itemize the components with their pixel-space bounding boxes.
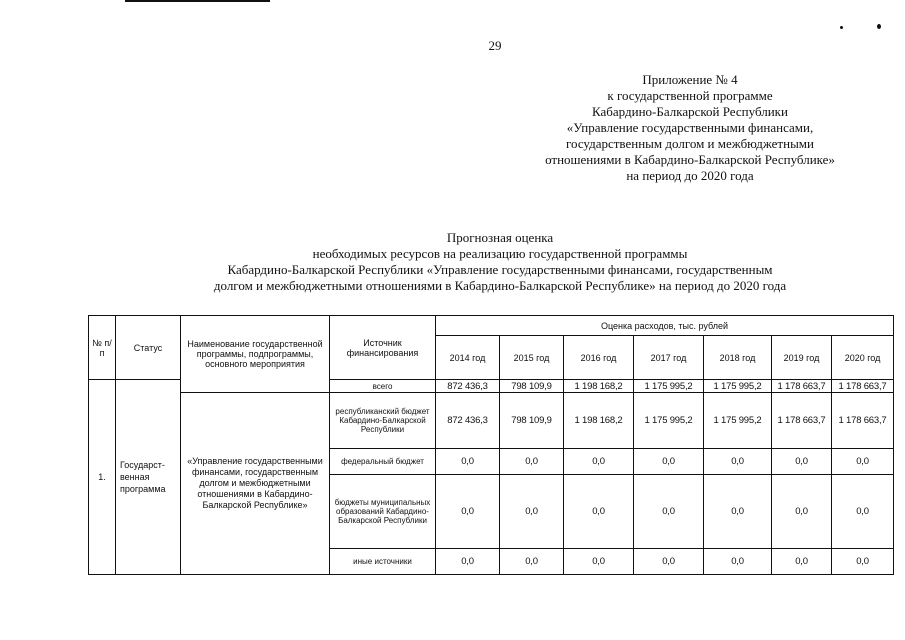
value-cell: 0,0 <box>500 475 564 549</box>
value-cell: 0,0 <box>772 549 832 575</box>
value-cell: 0,0 <box>500 449 564 475</box>
value-cell: 1 178 663,7 <box>832 393 894 449</box>
value-cell: 0,0 <box>704 549 772 575</box>
page-number: 29 <box>488 38 502 53</box>
header-year: 2020 год <box>832 336 894 380</box>
appendix-block <box>500 72 880 184</box>
value-cell: 1 178 663,7 <box>772 380 832 393</box>
program-status: Государст-венная программа <box>116 380 181 575</box>
header-year: 2018 год <box>704 336 772 380</box>
value-cell: 0,0 <box>832 549 894 575</box>
appendix-line: к государственной программе <box>607 88 773 103</box>
scan-artifact-top <box>125 0 270 2</box>
value-cell: 0,0 <box>832 449 894 475</box>
value-cell: 0,0 <box>634 449 704 475</box>
value-cell: 0,0 <box>564 475 634 549</box>
value-cell: 0,0 <box>832 475 894 549</box>
value-cell: 0,0 <box>436 449 500 475</box>
value-cell: 798 109,9 <box>500 393 564 449</box>
program-number: 1. <box>89 380 116 575</box>
value-cell: 0,0 <box>500 549 564 575</box>
resource-estimate-table <box>88 315 894 575</box>
value-cell: 0,0 <box>772 449 832 475</box>
value-cell: 1 178 663,7 <box>832 380 894 393</box>
heading-line: Прогнозная оценка <box>446 230 554 245</box>
appendix-line: на период до 2020 года <box>626 168 754 183</box>
heading-line: необходимых ресурсов на реализацию государственной программы <box>312 246 688 261</box>
value-cell: 1 175 995,2 <box>634 393 704 449</box>
source-cell: бюджеты муниципальных образований Кабардино-Балкарской Республики <box>330 475 436 549</box>
program-name: «Управление государственными финансами, государственным долгом и межбюджетными отношениями в Кабардино-Балкарской Республике» <box>181 393 330 575</box>
value-cell: 872 436,3 <box>436 380 500 393</box>
value-cell: 1 175 995,2 <box>704 393 772 449</box>
source-cell: иные источники <box>330 549 436 575</box>
value-cell: 0,0 <box>634 475 704 549</box>
header-year: 2017 год <box>634 336 704 380</box>
header-name: Наименование государственной программы, подпрограммы, основного мероприятия <box>181 316 330 393</box>
document-heading <box>140 230 860 294</box>
value-cell: 1 175 995,2 <box>704 380 772 393</box>
header-year: 2019 год <box>772 336 832 380</box>
header-no: № п/п <box>89 316 116 380</box>
value-cell: 798 109,9 <box>500 380 564 393</box>
appendix-line: «Управление государственными финансами, <box>566 120 814 135</box>
value-cell: 0,0 <box>436 475 500 549</box>
appendix-line: Кабардино-Балкарской Республики <box>592 104 788 119</box>
appendix-line: Приложение № 4 <box>642 72 738 87</box>
value-cell: 1 178 663,7 <box>772 393 832 449</box>
value-cell: 0,0 <box>704 475 772 549</box>
header-estimate: Оценка расходов, тыс. рублей <box>436 316 894 336</box>
source-cell: федеральный бюджет <box>330 449 436 475</box>
header-year: 2015 год <box>500 336 564 380</box>
scan-dot-left <box>840 26 843 29</box>
value-cell: 1 198 168,2 <box>564 380 634 393</box>
source-cell: всего <box>330 380 436 393</box>
value-cell: 1 175 995,2 <box>634 380 704 393</box>
value-cell: 0,0 <box>436 549 500 575</box>
value-cell: 0,0 <box>634 549 704 575</box>
value-cell: 872 436,3 <box>436 393 500 449</box>
value-cell: 0,0 <box>564 549 634 575</box>
appendix-line: отношениями в Кабардино-Балкарской Республике» <box>545 152 835 167</box>
header-source: Источник финансирования <box>330 316 436 380</box>
appendix-line: государственным долгом и межбюджетными <box>565 136 814 151</box>
heading-line: Кабардино-Балкарской Республики «Управление государственными финансами, государственным <box>227 262 773 277</box>
scan-dot-right <box>877 24 881 29</box>
header-year: 2016 год <box>564 336 634 380</box>
table-row <box>89 393 894 449</box>
source-cell: республиканский бюджет Кабардино-Балкарской Республики <box>330 393 436 449</box>
header-year: 2014 год <box>436 336 500 380</box>
header-status: Статус <box>116 316 181 380</box>
heading-line: долгом и межбюджетными отношениями в Кабардино-Балкарской Республике» на период до 2020 года <box>213 278 787 293</box>
value-cell: 0,0 <box>564 449 634 475</box>
value-cell: 0,0 <box>772 475 832 549</box>
value-cell: 1 198 168,2 <box>564 393 634 449</box>
value-cell: 0,0 <box>704 449 772 475</box>
